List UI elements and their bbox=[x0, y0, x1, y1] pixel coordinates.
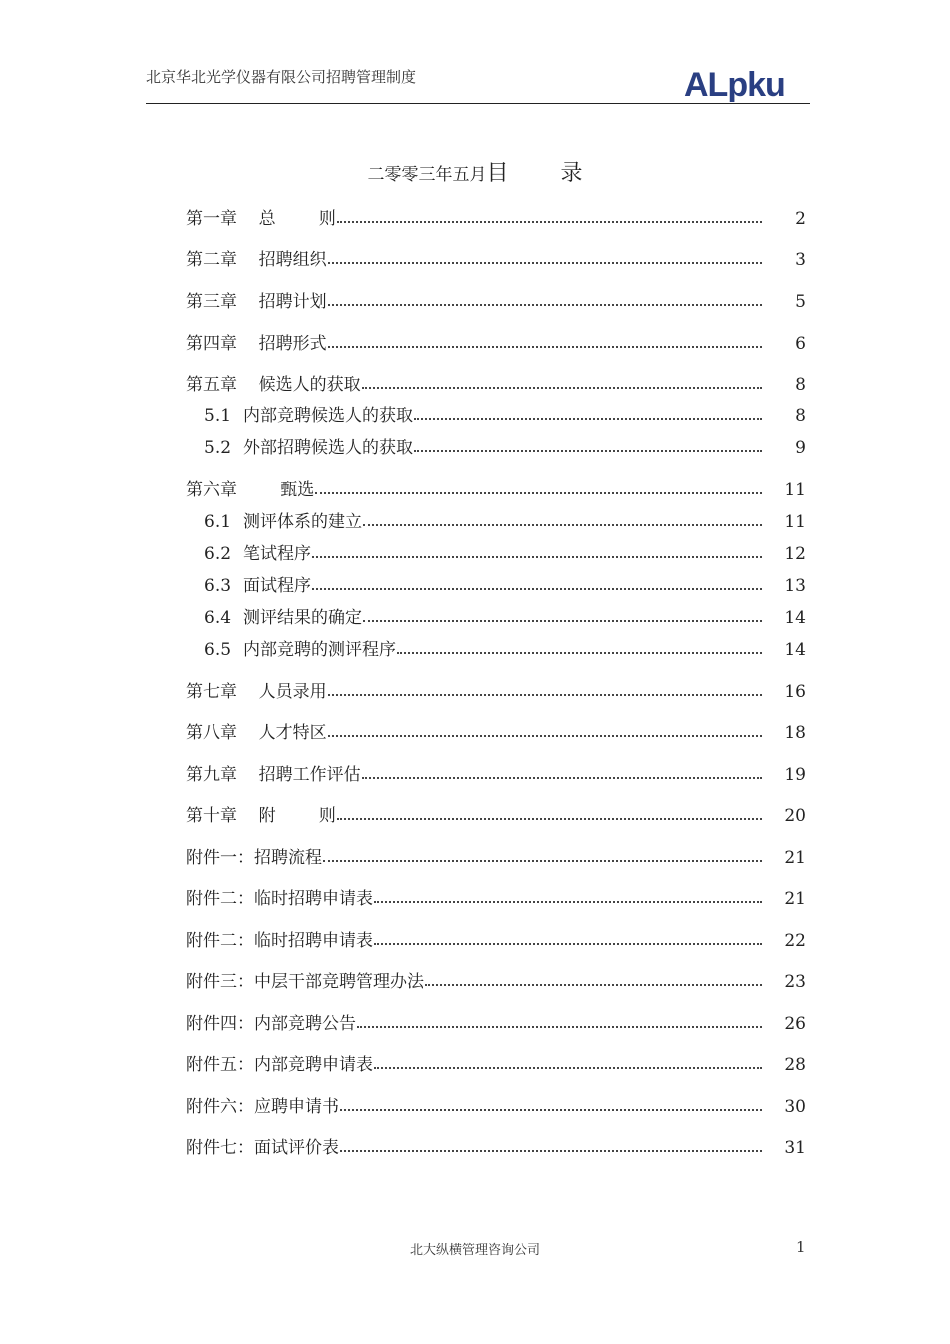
toc-entry[interactable] bbox=[186, 244, 806, 270]
toc-page-number: 14 bbox=[784, 608, 806, 628]
toc-dot-leader bbox=[357, 1026, 762, 1028]
toc-title bbox=[0, 156, 950, 187]
toc-section-number: 6.3 bbox=[204, 576, 232, 596]
footer-page-number: 1 bbox=[796, 1238, 806, 1256]
toc-entry[interactable] bbox=[186, 842, 806, 868]
header-divider bbox=[146, 103, 810, 104]
toc-entry-label: 附件七：面试评价表 bbox=[186, 1138, 339, 1158]
toc-section-title: 外部招聘候选人的获取 bbox=[243, 438, 413, 458]
toc-section-title: 内部竞聘的测评程序 bbox=[243, 640, 396, 660]
toc-entry-label: 第九章 招聘工作评估 bbox=[186, 765, 361, 785]
alpku-logo bbox=[684, 66, 810, 102]
toc-page-number: 23 bbox=[784, 972, 806, 992]
toc-page-number: 21 bbox=[784, 848, 806, 868]
toc-dot-leader bbox=[340, 1109, 762, 1111]
toc-entry[interactable] bbox=[186, 286, 806, 312]
toc-dot-leader bbox=[337, 818, 762, 820]
toc-page-number: 12 bbox=[784, 544, 806, 564]
toc-entry-label: 第七章 人员录用 bbox=[186, 682, 327, 702]
toc-section-number: 6.2 bbox=[204, 544, 232, 564]
toc-page-number: 6 bbox=[795, 334, 806, 354]
toc-heading-1: 目 bbox=[486, 161, 509, 186]
toc-dot-leader bbox=[328, 304, 762, 306]
toc-entry-label: 第四章 招聘形式 bbox=[186, 334, 327, 354]
toc-section-title: 笔试程序 bbox=[243, 544, 311, 564]
toc-dot-leader bbox=[328, 262, 762, 264]
toc-page-number: 8 bbox=[795, 406, 806, 426]
toc-entry-label: 第六章 甄选 bbox=[186, 480, 315, 500]
toc-dot-leader bbox=[414, 418, 762, 420]
toc-entry-label: 第三章 招聘计划 bbox=[186, 292, 327, 312]
toc-page-number: 19 bbox=[784, 765, 806, 785]
toc-entry[interactable] bbox=[186, 369, 806, 395]
toc-entry-label bbox=[204, 635, 396, 660]
toc-entry-label: 附件一：招聘流程 bbox=[186, 848, 322, 868]
toc-dot-leader bbox=[328, 735, 762, 737]
toc-page-number: 21 bbox=[784, 889, 806, 909]
toc-entry[interactable] bbox=[186, 506, 806, 532]
toc-entry[interactable] bbox=[186, 538, 806, 564]
toc-date: 二零零三年五月 bbox=[367, 165, 487, 185]
toc-entry-label: 第一章 总 则 bbox=[186, 209, 336, 229]
toc-dot-leader bbox=[315, 492, 762, 494]
toc-dot-leader bbox=[425, 984, 762, 986]
toc-entry-label: 第十章 附 则 bbox=[186, 806, 336, 826]
toc-section-title: 测评结果的确定 bbox=[243, 608, 362, 628]
toc-dot-leader bbox=[363, 620, 762, 622]
toc-page-number: 18 bbox=[784, 723, 806, 743]
toc-page-number: 13 bbox=[784, 576, 806, 596]
toc-entry[interactable] bbox=[186, 203, 806, 229]
toc-section-title: 测评体系的建立 bbox=[243, 512, 362, 532]
toc-page-number: 22 bbox=[784, 931, 806, 951]
toc-dot-leader bbox=[414, 450, 762, 452]
toc-page-number: 20 bbox=[784, 806, 806, 826]
toc-entry[interactable] bbox=[186, 570, 806, 596]
toc-entry[interactable] bbox=[186, 602, 806, 628]
toc-page-number: 3 bbox=[795, 250, 806, 270]
toc-entry-label bbox=[204, 571, 311, 596]
toc-entry[interactable] bbox=[186, 883, 806, 909]
toc-entry[interactable] bbox=[186, 966, 806, 992]
toc-entry-label: 附件四：内部竞聘公告 bbox=[186, 1014, 356, 1034]
toc-entry-label: 第五章 候选人的获取 bbox=[186, 375, 361, 395]
toc-heading-2: 录 bbox=[560, 161, 583, 186]
toc-section-number: 5.2 bbox=[204, 438, 232, 458]
toc-dot-leader bbox=[374, 943, 762, 945]
toc-entry[interactable] bbox=[186, 432, 806, 458]
toc-entry[interactable] bbox=[186, 328, 806, 354]
toc-page-number: 14 bbox=[784, 640, 806, 660]
toc-entry[interactable] bbox=[186, 1049, 806, 1075]
toc-entry-label: 第二章 招聘组织 bbox=[186, 250, 327, 270]
toc-dot-leader bbox=[312, 556, 762, 558]
toc-dot-leader bbox=[323, 860, 762, 862]
toc-entry[interactable] bbox=[186, 400, 806, 426]
toc-dot-leader bbox=[328, 346, 762, 348]
toc-entry[interactable] bbox=[186, 759, 806, 785]
toc-entry-label bbox=[204, 401, 413, 426]
toc-dot-leader bbox=[337, 221, 762, 223]
toc-entry-label bbox=[204, 433, 413, 458]
toc-entry-label: 附件三：中层干部竞聘管理办法 bbox=[186, 972, 424, 992]
toc-entry[interactable] bbox=[186, 1091, 806, 1117]
footer-company: 北大纵横管理咨询公司 bbox=[409, 1243, 540, 1258]
toc-section-number: 6.1 bbox=[204, 512, 232, 532]
toc-entry[interactable] bbox=[186, 717, 806, 743]
toc-dot-leader bbox=[362, 387, 762, 389]
toc-dot-leader bbox=[340, 1150, 762, 1152]
toc-page-number: 11 bbox=[784, 480, 806, 500]
toc-page-number: 16 bbox=[784, 682, 806, 702]
toc-entry[interactable] bbox=[186, 1132, 806, 1158]
toc-entry[interactable] bbox=[186, 676, 806, 702]
toc-section-number: 5.1 bbox=[204, 406, 232, 426]
toc-dot-leader bbox=[328, 694, 762, 696]
toc-entry[interactable] bbox=[186, 800, 806, 826]
toc-page-number: 28 bbox=[784, 1055, 806, 1075]
toc-entry-label bbox=[204, 507, 362, 532]
toc-page-number: 26 bbox=[784, 1014, 806, 1034]
toc-section-number: 6.5 bbox=[204, 640, 232, 660]
toc-entry[interactable] bbox=[186, 474, 806, 500]
svg-text:ALpku: ALpku bbox=[684, 66, 785, 102]
toc-page-number: 9 bbox=[795, 438, 806, 458]
toc-entry-label: 附件二：临时招聘申请表 bbox=[186, 889, 373, 909]
toc-section-title: 面试程序 bbox=[243, 576, 311, 596]
toc-entry-label bbox=[204, 603, 362, 628]
toc-entry-label: 附件五：内部竞聘申请表 bbox=[186, 1055, 373, 1075]
toc-page-number: 31 bbox=[784, 1138, 806, 1158]
toc-page-number: 11 bbox=[784, 512, 806, 532]
toc-entry-label bbox=[204, 539, 311, 564]
toc-dot-leader bbox=[312, 588, 762, 590]
toc-entry[interactable] bbox=[186, 1008, 806, 1034]
toc-section-number: 6.4 bbox=[204, 608, 232, 628]
toc-dot-leader bbox=[374, 1067, 762, 1069]
toc-entry-label: 第八章 人才特区 bbox=[186, 723, 327, 743]
toc-entry[interactable] bbox=[186, 634, 806, 660]
header-title: 北京华北光学仪器有限公司招聘管理制度 bbox=[146, 68, 417, 86]
toc-entry[interactable] bbox=[186, 925, 806, 951]
toc-page-number: 5 bbox=[795, 292, 806, 312]
toc-page-number: 30 bbox=[784, 1097, 806, 1117]
toc-dot-leader bbox=[397, 652, 762, 654]
toc-page-number: 2 bbox=[795, 209, 806, 229]
toc-entry-label: 附件二：临时招聘申请表 bbox=[186, 931, 373, 951]
toc-entry-label: 附件六：应聘申请书 bbox=[186, 1097, 339, 1117]
toc-page-number: 8 bbox=[795, 375, 806, 395]
toc-dot-leader bbox=[363, 524, 762, 526]
toc-section-title: 内部竞聘候选人的获取 bbox=[243, 406, 413, 426]
toc-dot-leader bbox=[374, 901, 762, 903]
toc-dot-leader bbox=[362, 777, 762, 779]
